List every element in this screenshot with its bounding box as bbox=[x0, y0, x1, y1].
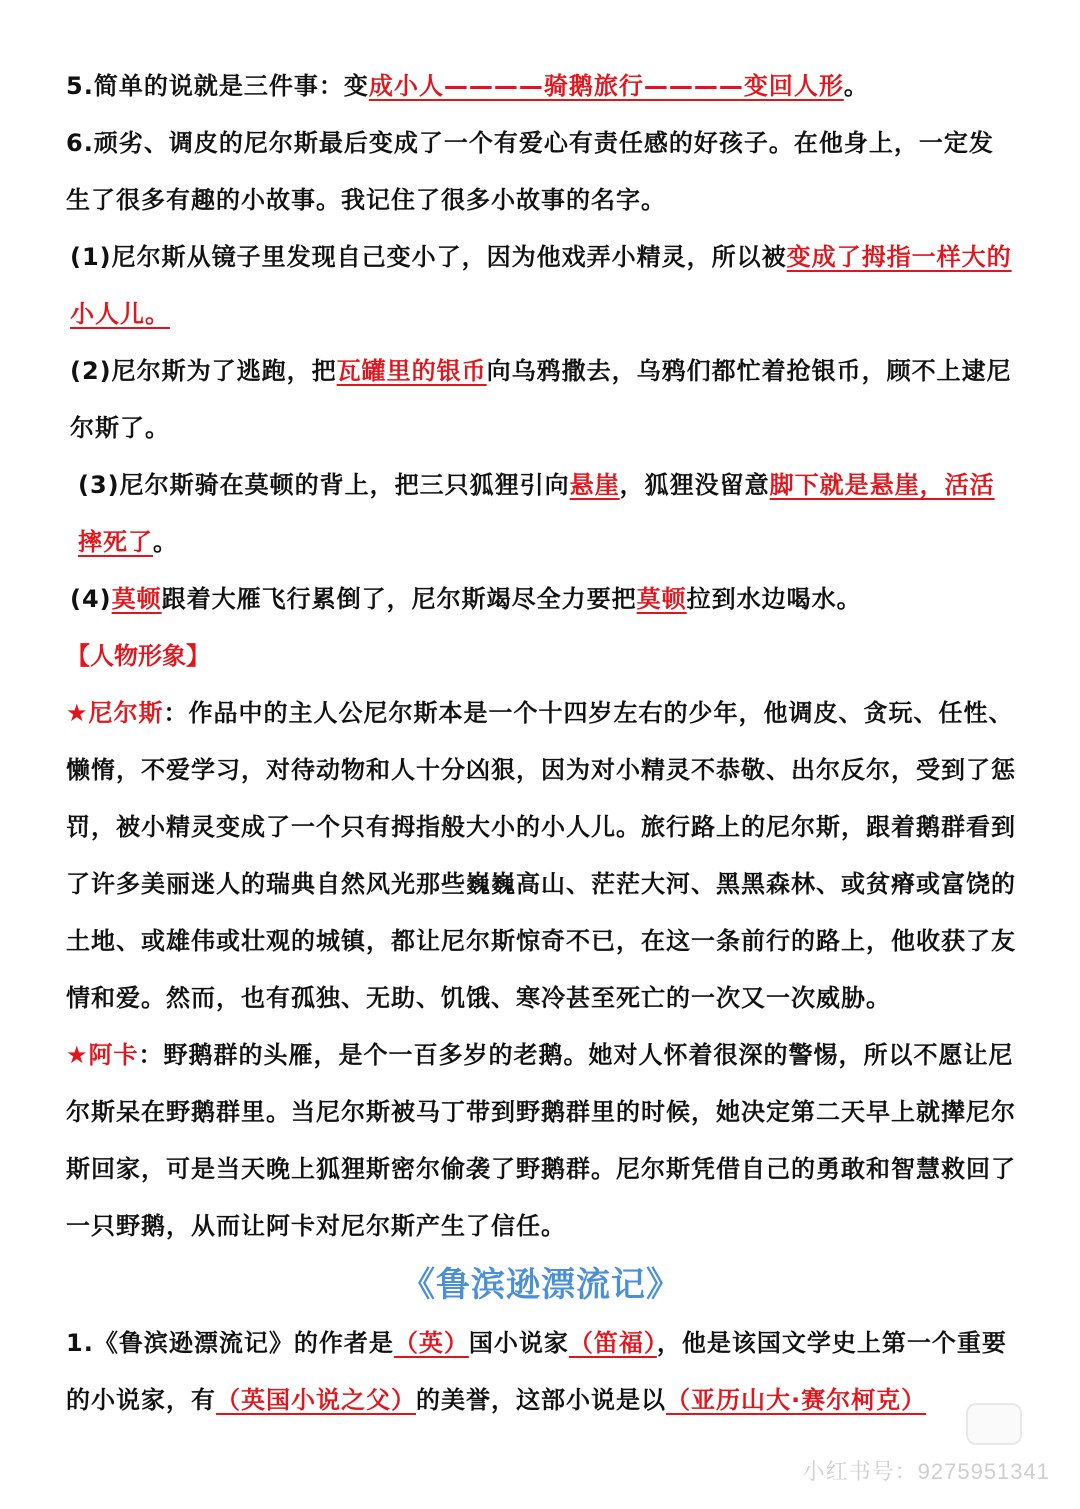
item-6-sub-3 bbox=[66, 457, 1016, 571]
characters-heading: 【人物形象】 bbox=[66, 642, 210, 670]
sub-2-suffix: 向乌鸦撒去，乌鸦们都忙着抢银币，顾不上逮尼尔斯了。 bbox=[70, 357, 1012, 442]
q1-answer-4: （亚历山大·赛尔柯克） bbox=[666, 1386, 927, 1414]
sub-4-suffix: 拉到水边喝水。 bbox=[686, 585, 862, 613]
q1-answer-1: （英） bbox=[393, 1329, 469, 1357]
q1-part-4: 的美誉，这部小说是以 bbox=[416, 1386, 666, 1414]
sub-3-answer-2: 脚下就是悬崖，活活摔死了 bbox=[78, 471, 995, 556]
sub-3-answer-1: 悬崖 bbox=[569, 471, 620, 499]
akka-text: ：野鹅群的头雁，是个一百多岁的老鹅。她对人怀着很深的警惕，所以不愿让尼尔斯呆在野鹅群里。当尼尔斯被马丁带到野鹅群里的时候，她决定第二天早上就撵尼尔斯回家，可是当天晚上狐狸斯密尔偷袭了野鹅群。尼尔斯凭借自己的勇敢和智慧救回了一只野鹅，从而让阿卡对尼尔斯产生了信任。 bbox=[66, 1041, 1016, 1240]
q1-answer-3: （英国小说之父） bbox=[216, 1386, 416, 1414]
sub-3-middle: ，狐狸没留意 bbox=[619, 471, 770, 499]
item-6-sub-1 bbox=[66, 229, 1016, 343]
item-5 bbox=[66, 58, 1016, 115]
sub-4-prefix: (4) bbox=[70, 585, 112, 613]
sub-4-answer-1: 莫顿 bbox=[111, 585, 162, 613]
nils-name: ★尼尔斯 bbox=[66, 699, 164, 727]
sub-2-answer: 瓦罐里的银币 bbox=[336, 357, 487, 385]
robinson-q1 bbox=[66, 1315, 1016, 1429]
nils-text: ：作品中的主人公尼尔斯本是一个十四岁左右的少年，他调皮、贪玩、任性、懒惰，不爱学习，对待动物和人十分凶狠，因为对小精灵不恭敬、出尔反尔，受到了惩罚，被小精灵变成了一个只有拇指般大小的小人儿。旅行路上的尼尔斯，跟着鹅群看到了许多美丽迷人的瑞典自然风光那些巍巍高山、茫茫大河、黑黑森林、或贫瘠或富饶的土地、或雄伟或壮观的城镇，都让尼尔斯惊奇不已，在这一条前行的路上，他收获了友情和爱。然而，也有孤独、无助、饥饿、寒冷甚至死亡的一次又一次威胁。 bbox=[66, 699, 1016, 1012]
sub-1-prefix: (1)尼尔斯从镜子里发现自己变小了，因为他戏弄小精灵，所以被 bbox=[70, 243, 787, 271]
sub-1-answer: 变成了拇指一样大的小人儿。 bbox=[70, 243, 1012, 328]
sub-3-suffix: 。 bbox=[153, 528, 178, 556]
item-6-intro: 6.顽劣、调皮的尼尔斯最后变成了一个有爱心有责任感的好孩子。在他身上，一定发生了很多有趣的小故事。我记住了很多小故事的名字。 bbox=[66, 129, 994, 214]
item-6-sub-2 bbox=[66, 343, 1016, 457]
q1-answer-2: （笛福） bbox=[568, 1329, 657, 1357]
q1-part-2: 国小说家 bbox=[468, 1329, 569, 1357]
item-5-prefix: 5.简单的说就是三件事：变 bbox=[66, 72, 369, 100]
q1-part-3: ，他是该国文学史上第一个重要的小说家，有 bbox=[66, 1329, 1007, 1414]
sub-3-prefix: (3)尼尔斯骑在莫顿的背上，把三只狐狸引向 bbox=[78, 471, 570, 499]
akka-name: ★阿卡 bbox=[66, 1041, 139, 1069]
item-5-suffix: 。 bbox=[843, 72, 869, 100]
item-5-answer: 成小人————骑鹅旅行————变回人形 bbox=[368, 72, 844, 100]
sub-4-middle: 跟着大雁飞行累倒了，尼尔斯竭尽全力要把 bbox=[161, 585, 637, 613]
character-nils bbox=[66, 685, 1016, 1027]
q1-part-1: 1.《鲁滨逊漂流记》的作者是 bbox=[66, 1329, 394, 1357]
item-6-sub-4 bbox=[66, 571, 1016, 628]
sub-2-prefix: (2)尼尔斯为了逃跑，把 bbox=[70, 357, 337, 385]
watermark-logo bbox=[966, 1403, 1022, 1445]
watermark-text: 小红书号：9275951341 bbox=[802, 1459, 1050, 1484]
sub-4-answer-2: 莫顿 bbox=[636, 585, 687, 613]
robinson-title: 《鲁滨逊漂流记》 bbox=[401, 1265, 681, 1305]
character-akka bbox=[66, 1027, 1016, 1255]
document-page bbox=[66, 58, 1016, 1429]
